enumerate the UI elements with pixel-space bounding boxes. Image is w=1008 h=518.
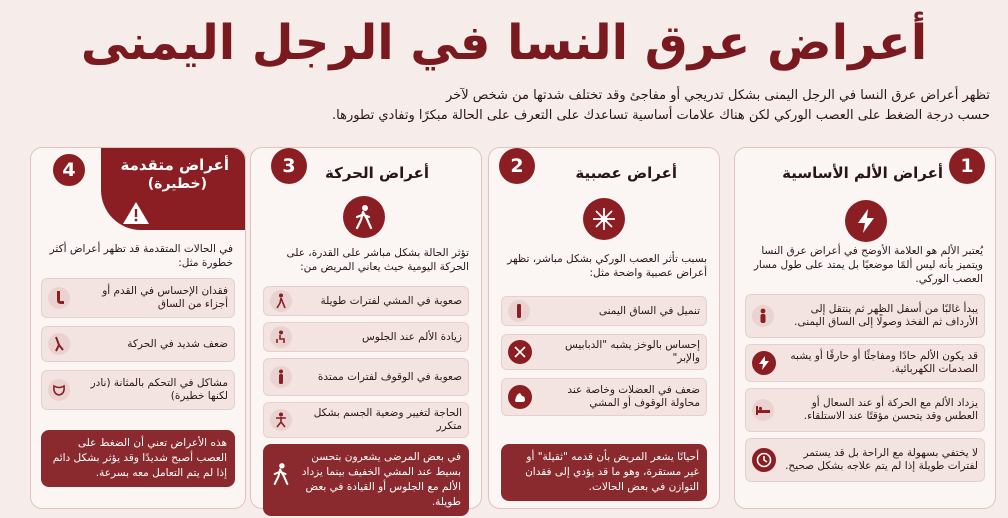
- list-item: [41, 370, 235, 410]
- leg-icon: [508, 300, 530, 322]
- item-text: صعوبة في المشي لفترات طويلة: [320, 294, 462, 307]
- walking-icon: [271, 462, 291, 491]
- item-text: لا يختفي بسهولة مع الراحة بل قد يستمر لفترات طويلة إذا لم يتم علاجه بشكل صحيح.: [785, 447, 978, 472]
- muscle-icon: [508, 385, 532, 409]
- standing-icon: [270, 366, 292, 388]
- card-desc: تؤثر الحالة بشكل مباشر على القدرة، على الحركة اليومية حيث يعاني المريض من:: [286, 247, 469, 273]
- list-item: [263, 322, 469, 352]
- card-number: 1: [949, 148, 985, 184]
- item-text: تنميل في الساق اليمنى: [598, 304, 700, 317]
- item-text: يزداد الألم مع الحركة أو عند السعال أو العطس وقد يتحسن مؤقتًا عند الاستلقاء.: [803, 397, 978, 422]
- card-note: أحيانًا يشعر المريض بأن قدمه "ثقيلة" أو غير مستقرة، وهو ما قد يؤدي إلى فقدان التوازن في بعض الحالات.: [501, 444, 707, 501]
- leg-weak-icon: [48, 333, 70, 355]
- list-item: [501, 334, 707, 370]
- list-item: [501, 378, 707, 416]
- item-text: ضعف شديد في الحركة: [127, 337, 228, 350]
- item-text: قد يكون الألم حادًا ومفاجئًا أو حارقًا أو يشبه الصدمات الكهربائية.: [790, 350, 978, 375]
- walking-icon: [343, 196, 385, 238]
- card-basic-pain: [734, 147, 996, 509]
- list-item: [745, 344, 985, 382]
- list-item: [263, 402, 469, 438]
- item-text: إحساس بالوخز يشبه "الدبابيس والإبر": [565, 339, 700, 364]
- list-item: [745, 294, 985, 338]
- card-title: أعراض عصبية: [575, 164, 677, 182]
- pins-icon: [508, 340, 532, 364]
- item-text: الحاجة لتغيير وضعية الجسم بشكل متكرر: [313, 407, 462, 432]
- list-item: [41, 326, 235, 362]
- lightning-icon: [845, 200, 887, 242]
- item-text: يبدأ غالبًا من أسفل الظهر ثم ينتقل إلى الأرداف ثم الفخذ وصولًا إلى الساق اليمنى.: [794, 303, 978, 328]
- card-number: 4: [51, 152, 87, 188]
- card-title: أعراض الحركة: [325, 164, 429, 182]
- walking-icon: [270, 290, 292, 312]
- card-advanced: [30, 147, 246, 509]
- bed-icon: [752, 399, 774, 421]
- item-text: مشاكل في التحكم بالمثانة (نادر لكنها خطيرة): [90, 377, 228, 402]
- intro-line-2: حسب درجة الضغط على العصب الوركي لكن هناك علامات أساسية تساعدك على التعرف على الحالة مبكرًا وتفادي تطورها.: [332, 108, 990, 123]
- card-title: أعراض الألم الأساسية: [782, 164, 943, 182]
- note-text: في بعض المرضى يشعرون بتحسن بسيط عند المشي الخفيف بينما يزداد الألم مع الجلوس أو القيادة في بعض طويلة.: [301, 451, 461, 508]
- item-text: ضعف في العضلات وخاصة عند محاولة الوقوف أو المشي: [567, 384, 700, 409]
- bladder-icon: [48, 379, 70, 401]
- list-item: [41, 278, 235, 318]
- card-desc: في الحالات المتقدمة قد تظهر أعراض أكثر خطورة مثل:: [49, 243, 233, 269]
- list-item: [263, 358, 469, 396]
- card-number: 3: [271, 148, 307, 184]
- warning-icon: [121, 200, 151, 226]
- card-desc: يُعتبر الألم هو العلامة الأوضح في أعراض عرق النسا ويتميز بأنه ليس ألمًا موضعيًا بل يمتد على طول مسار العصب الوركي.: [753, 245, 983, 285]
- list-item: [263, 286, 469, 316]
- intro-text: [108, 86, 990, 126]
- lightning-icon: [752, 351, 776, 375]
- list-item: [501, 296, 707, 326]
- card-neuro: [488, 147, 720, 509]
- stretch-icon: [270, 409, 292, 431]
- card-number: 2: [499, 148, 535, 184]
- item-text: زيادة الألم عند الجلوس: [361, 330, 462, 343]
- list-item: [745, 438, 985, 482]
- clock-icon: [752, 448, 776, 472]
- card-desc: بسبب تأثر العصب الوركي بشكل مباشر، تظهر أعراض عصبية واضحة مثل:: [507, 253, 707, 279]
- intro-line-1: تظهر أعراض عرق النسا في الرجل اليمنى بشكل تدريجي أو مفاجئ وقد تختلف شدتها من شخص لآخر: [445, 88, 990, 103]
- card-note: هذه الأعراض تعني أن الضغط على العصب أصبح شديدًا وقد يؤثر بشكل دائم إذا لم يتم التعامل معه بسرعة.: [41, 430, 235, 487]
- item-text: فقدان الإحساس في القدم أو أجزاء من الساق: [102, 285, 228, 310]
- body-icon: [752, 305, 774, 327]
- list-item: [745, 388, 985, 432]
- item-text: صعوبة في الوقوف لفترات ممتدة: [317, 370, 462, 383]
- card-note: [263, 444, 469, 516]
- sitting-icon: [270, 326, 292, 348]
- foot-icon: [48, 287, 70, 309]
- card-title: أعراض متقدمة: [120, 156, 229, 174]
- card-subtitle: (خطيرة): [147, 176, 207, 192]
- card-movement: [250, 147, 482, 509]
- nerve-icon: [583, 198, 625, 240]
- page-title: أعراض عرق النسا في الرجل اليمنى: [80, 15, 928, 71]
